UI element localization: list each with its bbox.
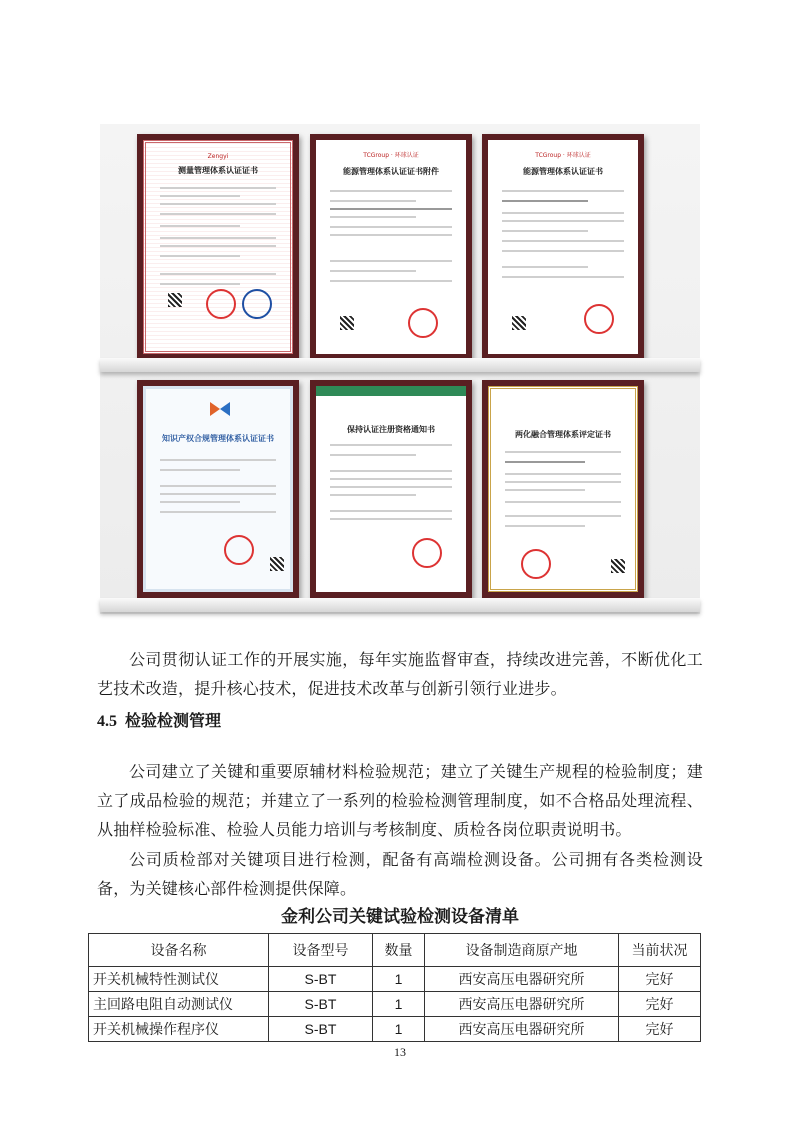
certificate-title: 能源管理体系认证证书	[523, 167, 603, 176]
table-cell: 完好	[619, 992, 701, 1017]
seal-icon	[412, 538, 442, 568]
seal-icon	[242, 289, 272, 319]
column-header: 数量	[373, 934, 425, 967]
table-row	[89, 992, 701, 1017]
paragraph-inspection-rules: 公司建立了关键和重要原辅材料检验规范；建立了关键生产规程的检验制度；建立了成品检验的规范；并建立了一系列的检验检测管理制度，如不合格品处理流程、从抽样检验标准、检验人员能力培训与考核制度、质检各岗位职责说明书。	[97, 762, 703, 839]
qr-code-icon	[512, 316, 526, 330]
table-cell: 西安高压电器研究所	[425, 967, 619, 992]
qr-code-icon	[611, 559, 625, 573]
certificate-brand: Zengyi	[207, 153, 229, 160]
seal-icon	[584, 304, 614, 334]
certificate-frame	[482, 134, 644, 360]
certificate-title: 测量管理体系认证证书	[178, 166, 258, 175]
table-cell: 1	[373, 992, 425, 1017]
certificate-brand: TCGroup · 环球认证	[363, 152, 419, 159]
seal-icon	[521, 549, 551, 579]
table-cell: S-BT	[269, 1017, 373, 1042]
certificate-frame	[482, 380, 644, 598]
certificate-frame	[310, 134, 472, 360]
table-row	[89, 1017, 701, 1042]
page-number: 13	[394, 1045, 406, 1059]
logo-icon	[210, 401, 230, 415]
table-title: 金利公司关键试验检测设备清单	[281, 907, 519, 927]
table-cell: S-BT	[269, 967, 373, 992]
table-cell: 西安高压电器研究所	[425, 1017, 619, 1042]
section-number: 4.5	[97, 713, 117, 730]
table-cell: 1	[373, 1017, 425, 1042]
column-header: 当前状况	[619, 934, 701, 967]
qr-code-icon	[168, 293, 182, 307]
certificate-frame	[137, 380, 299, 598]
table-cell: 开关机械特性测试仪	[89, 967, 269, 992]
table-cell: 西安高压电器研究所	[425, 992, 619, 1017]
equipment-table	[88, 933, 701, 1042]
seal-icon	[408, 308, 438, 338]
table-cell: 完好	[619, 967, 701, 992]
table-cell: 完好	[619, 1017, 701, 1042]
seal-icon	[206, 289, 236, 319]
shelf	[100, 358, 700, 372]
certificate-title: 保持认证注册资格通知书	[347, 425, 435, 434]
certificate-frame	[310, 380, 472, 598]
column-header: 设备型号	[269, 934, 373, 967]
paragraph-certification: 公司贯彻认证工作的开展实施，每年实施监督审查，持续改进完善，不断优化工艺技术改造，提升核心技术，促进技术改革与创新引领行业进步。	[97, 650, 703, 698]
certificate-title: 两化融合管理体系评定证书	[515, 430, 611, 439]
certificates-photo	[100, 124, 700, 614]
table-cell: S-BT	[269, 992, 373, 1017]
certificate-title: 知识产权合规管理体系认证证书	[162, 434, 274, 443]
table-row	[89, 967, 701, 992]
section-title: 检验检测管理	[125, 711, 222, 730]
table-header-row	[89, 934, 701, 967]
shelf	[100, 598, 700, 612]
certificate-title: 能源管理体系认证证书附件	[343, 167, 439, 176]
table-cell: 开关机械操作程序仪	[89, 1017, 269, 1042]
column-header: 设备制造商原产地	[425, 934, 619, 967]
section-heading	[97, 708, 221, 731]
table-cell: 1	[373, 967, 425, 992]
column-header: 设备名称	[89, 934, 269, 967]
qr-code-icon	[270, 557, 284, 571]
certificate-brand: TCGroup · 环球认证	[535, 152, 591, 159]
seal-icon	[224, 535, 254, 565]
certificate-frame	[137, 134, 299, 360]
table-cell: 主回路电阻自动测试仪	[89, 992, 269, 1017]
paragraph-inspection-equipment: 公司质检部对关键项目进行检测，配备有高端检测设备。公司拥有各类检测设备，为关键核心部件检测提供保障。	[97, 850, 703, 898]
qr-code-icon	[340, 316, 354, 330]
